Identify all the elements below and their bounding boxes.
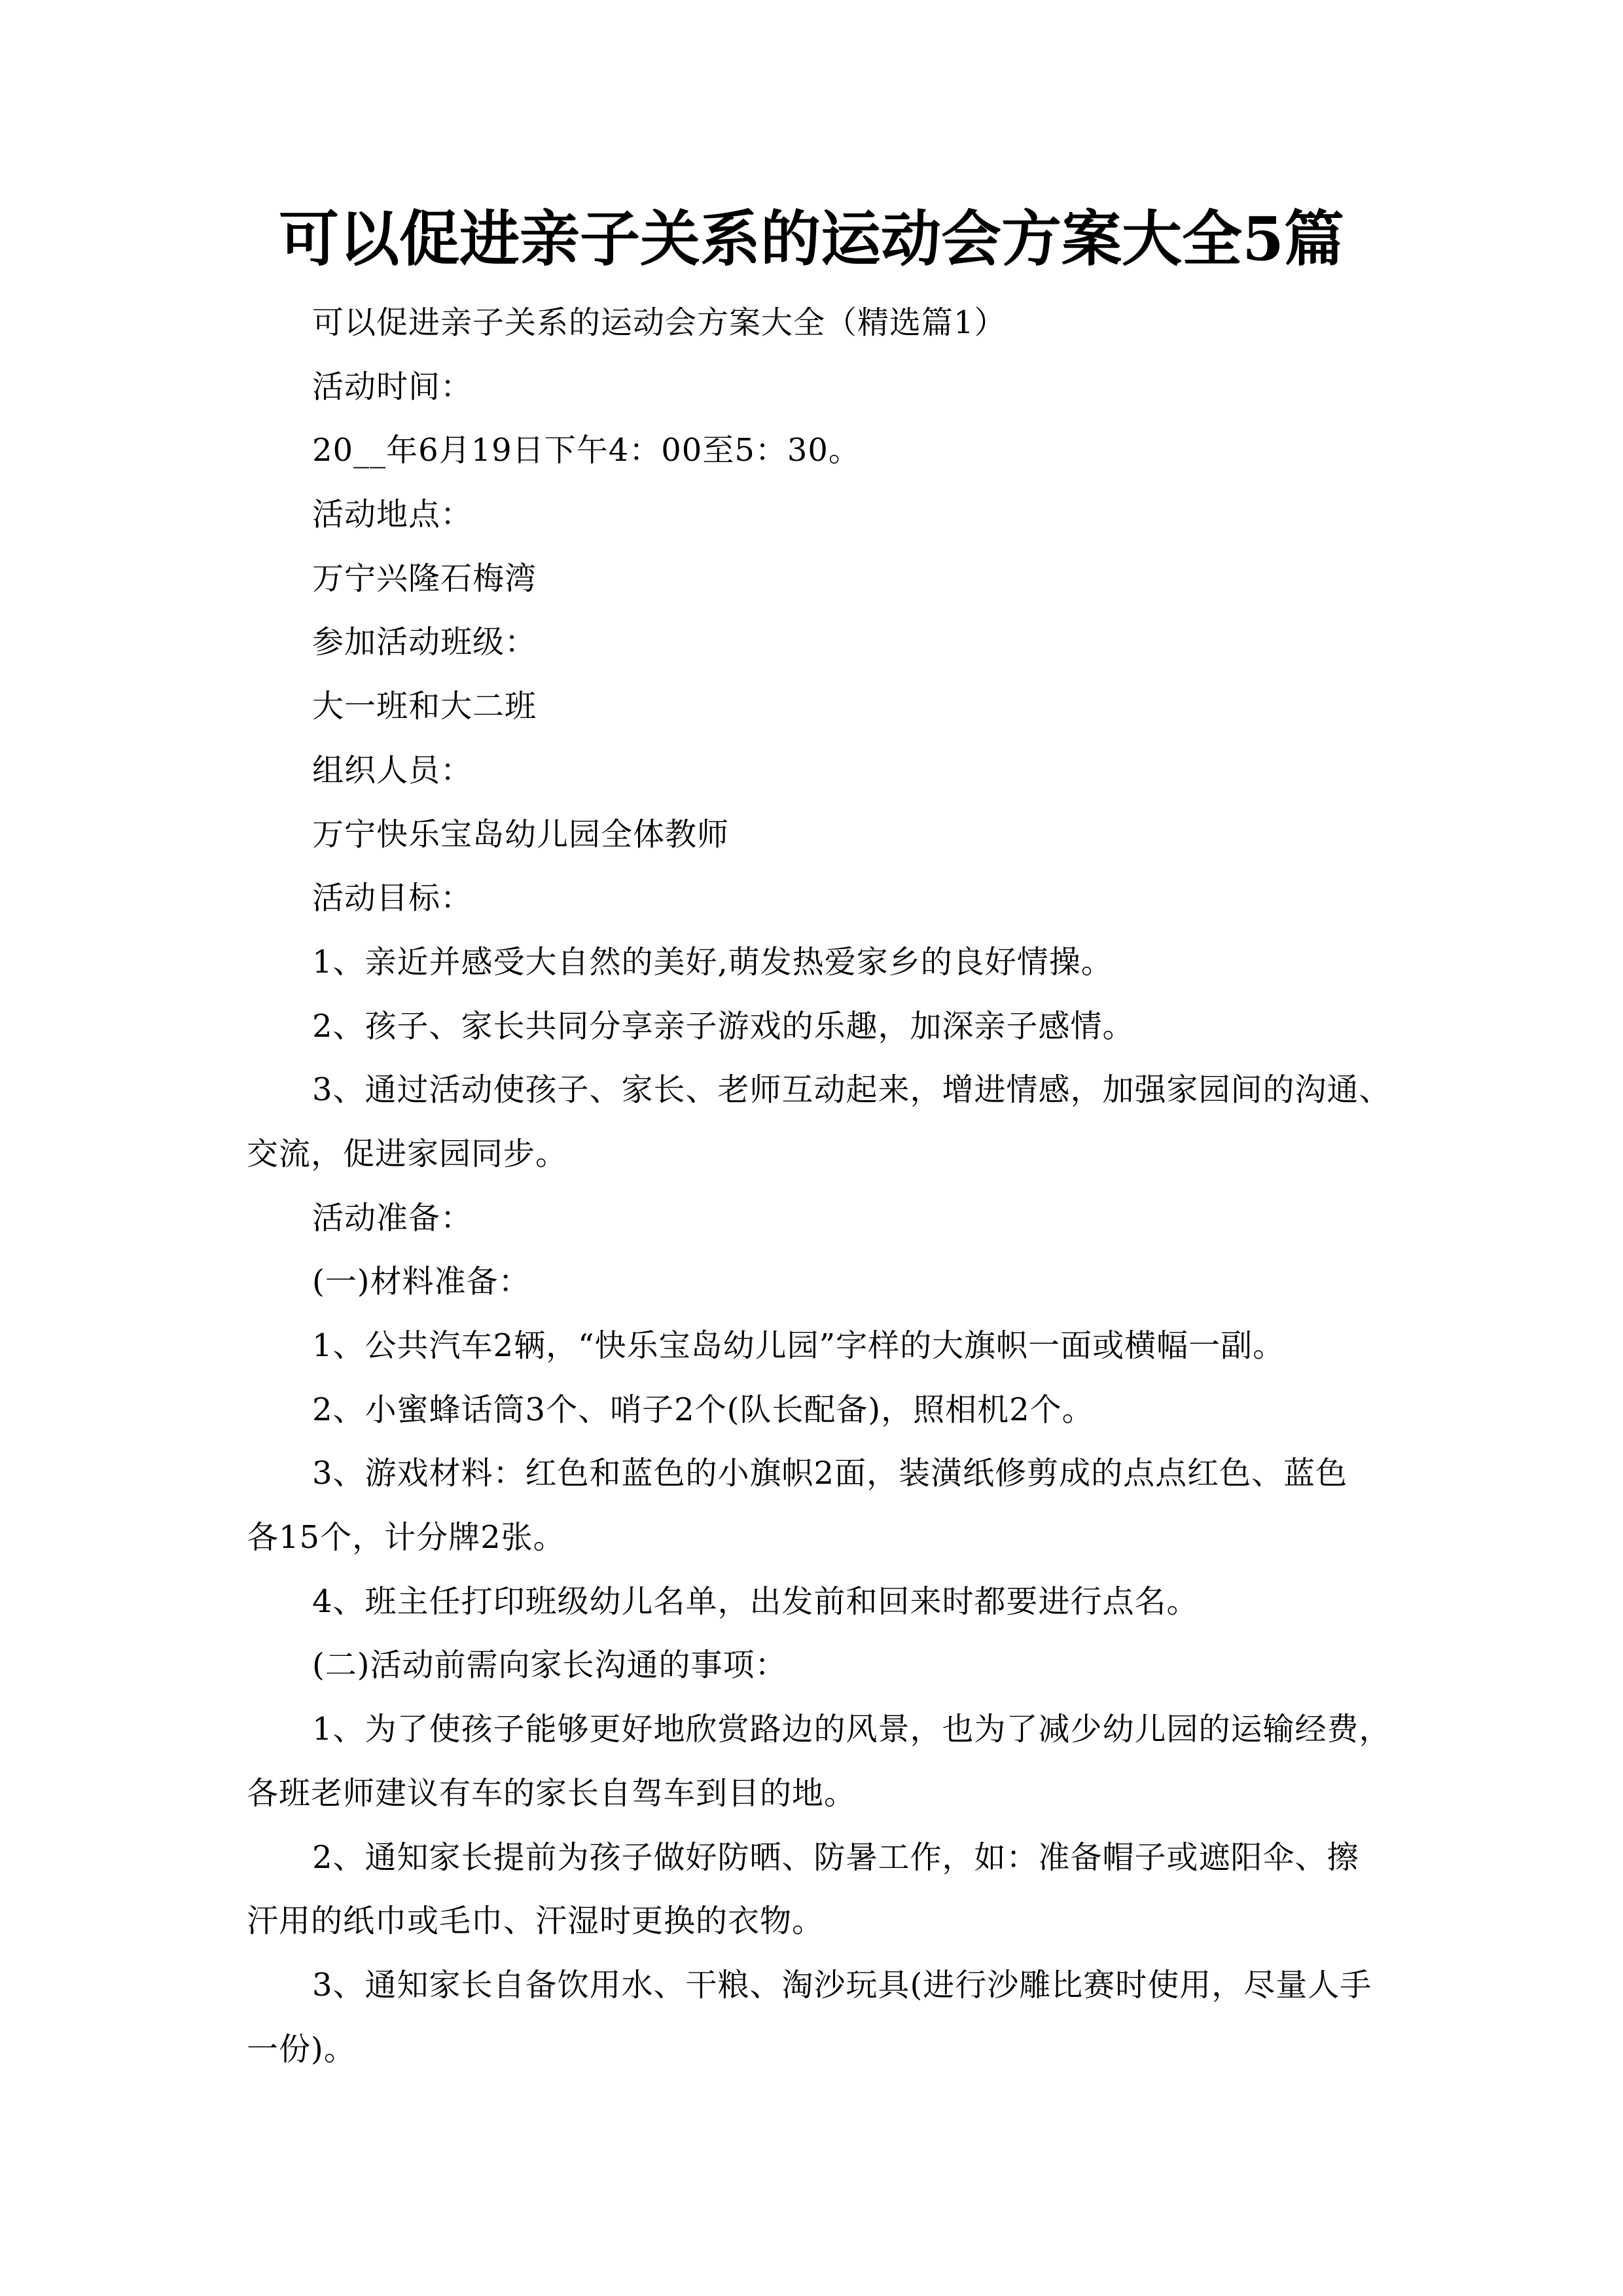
section-heading: 可以促进亲子关系的运动会方案大全（精选篇1） (312, 304, 1007, 341)
value-organizers: 万宁快乐宝岛幼儿园全体教师 (312, 816, 730, 853)
document-title: 可以促进亲子关系的运动会方案大全5篇 (278, 204, 1344, 274)
subheading-parent-communication: (二)活动前需向家长沟通的事项： (312, 1647, 787, 1684)
goal-item-3: 3、通过活动使孩子、家长、老师互动起来，增进情感，加强家园间的沟通、 (312, 1071, 1391, 1109)
label-activity-preparation: 活动准备： (312, 1199, 473, 1236)
label-organizers: 组织人员： (312, 751, 473, 789)
value-participating-classes: 大一班和大二班 (312, 688, 537, 725)
goal-item-2: 2、孩子、家长共同分享亲子游戏的乐趣，加深亲子感情。 (312, 1007, 1135, 1045)
communication-item-3-continued: 一份)。 (247, 2030, 356, 2068)
goal-item-3-continued: 交流，促进家园同步。 (247, 1135, 568, 1172)
document-body (247, 291, 1399, 2081)
communication-item-2-continued: 汗用的纸巾或毛巾、汗湿时更换的衣物。 (247, 1903, 825, 1940)
subheading-material-preparation: (一)材料准备： (312, 1263, 531, 1300)
material-item-2: 2、小蜜蜂话筒3个、哨子2个(队长配备)，照相机2个。 (312, 1391, 1094, 1428)
label-activity-time: 活动时间： (312, 368, 473, 405)
label-participating-classes: 参加活动班级： (312, 624, 537, 661)
goal-item-1: 1、亲近并感受大自然的美好,萌发热爱家乡的良好情操。 (312, 943, 1113, 980)
label-activity-goals: 活动目标： (312, 880, 473, 917)
communication-item-1-continued: 各班老师建议有车的家长自驾车到目的地。 (247, 1774, 857, 1812)
value-activity-location: 万宁兴隆石梅湾 (312, 560, 537, 597)
material-item-3-continued: 各15个，计分牌2张。 (247, 1519, 565, 1556)
label-activity-location: 活动地点： (312, 496, 473, 533)
communication-item-3: 3、通知家长自备饮用水、干粮、淘沙玩具(进行沙雕比赛时使用，尽量人手 (312, 1966, 1372, 2003)
communication-item-2: 2、通知家长提前为孩子做好防晒、防暑工作，如：准备帽子或遮阳伞、擦 (312, 1839, 1359, 1876)
material-item-4: 4、班主任打印班级幼儿名单，出发前和回来时都要进行点名。 (312, 1583, 1199, 1620)
value-activity-time: 20__年6月19日下午4：00至5：30。 (312, 432, 861, 469)
material-item-1: 1、公共汽车2辆，“快乐宝岛幼儿园”字样的大旗帜一面或横幅一副。 (312, 1327, 1285, 1364)
material-item-3: 3、游戏材料：红色和蓝色的小旗帜2面，装潢纸修剪成的点点红色、蓝色 (312, 1455, 1348, 1492)
communication-item-1: 1、为了使孩子能够更好地欣赏路边的风景，也为了减少幼儿园的运输经费， (312, 1711, 1391, 1748)
